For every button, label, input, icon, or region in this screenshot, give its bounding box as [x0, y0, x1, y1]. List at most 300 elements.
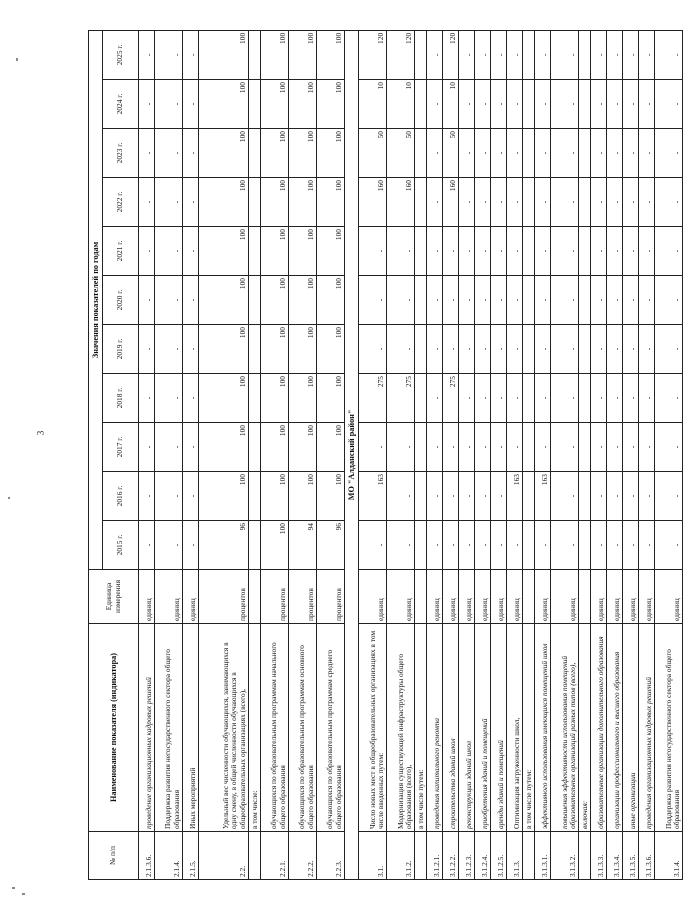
- row-unit: единиц: [639, 570, 655, 624]
- row-value: -: [459, 374, 475, 423]
- table-row: [551, 30, 579, 879]
- row-value: -: [387, 521, 415, 570]
- row-value: [415, 80, 427, 129]
- row-num: 3.1.2.1.: [427, 832, 443, 880]
- row-value: [249, 178, 261, 227]
- header-name: Наименование показателя (индикатора): [89, 624, 139, 832]
- row-value: 120: [443, 30, 459, 79]
- row-value: -: [359, 276, 387, 325]
- row-value: -: [459, 30, 475, 79]
- row-value: 100: [317, 472, 345, 521]
- row-value: -: [427, 423, 443, 472]
- row-value: -: [607, 521, 623, 570]
- row-value: -: [607, 30, 623, 79]
- row-value: -: [507, 374, 523, 423]
- table-row: [507, 30, 523, 879]
- row-value: [249, 227, 261, 276]
- row-value: 100: [289, 227, 317, 276]
- row-value: [523, 521, 535, 570]
- header-year: 2025 г.: [103, 30, 139, 79]
- row-value: -: [551, 276, 579, 325]
- rotated-table-page: [88, 30, 681, 880]
- row-value: -: [183, 521, 199, 570]
- row-unit: единиц: [551, 570, 579, 624]
- table-row: [443, 30, 459, 879]
- row-value: 100: [261, 178, 289, 227]
- table-row: [579, 30, 591, 879]
- row-unit: процентов: [317, 570, 345, 624]
- row-value: -: [623, 178, 639, 227]
- row-name: эффективного использования имеющихся помещений школ: [535, 624, 551, 832]
- row-value: -: [139, 178, 155, 227]
- row-value: 163: [507, 472, 523, 521]
- row-value: -: [427, 472, 443, 521]
- row-value: [579, 325, 591, 374]
- row-value: 275: [359, 374, 387, 423]
- row-num: [415, 832, 427, 880]
- row-value: [579, 374, 591, 423]
- row-value: -: [607, 472, 623, 521]
- indicators-table: [88, 30, 683, 880]
- row-value: -: [607, 374, 623, 423]
- row-value: -: [551, 521, 579, 570]
- row-value: -: [183, 472, 199, 521]
- row-value: [523, 472, 535, 521]
- row-value: -: [387, 276, 415, 325]
- row-value: [579, 472, 591, 521]
- row-value: [579, 423, 591, 472]
- row-value: -: [639, 276, 655, 325]
- row-name: в том числе:: [249, 624, 261, 832]
- row-value: -: [427, 178, 443, 227]
- row-value: 100: [289, 423, 317, 472]
- row-value: -: [427, 521, 443, 570]
- table-row: [523, 30, 535, 879]
- row-value: 100: [199, 325, 249, 374]
- row-value: [415, 423, 427, 472]
- row-value: -: [535, 178, 551, 227]
- row-value: -: [443, 472, 459, 521]
- table-row: [155, 30, 183, 879]
- row-value: [415, 129, 427, 178]
- row-name: проведения капитального ремонта: [427, 624, 443, 832]
- row-value: -: [139, 423, 155, 472]
- row-value: -: [475, 227, 491, 276]
- row-value: -: [551, 472, 579, 521]
- row-num: 2.2.2.: [289, 832, 317, 880]
- row-value: -: [535, 325, 551, 374]
- row-value: [579, 521, 591, 570]
- row-name: организации профессионального и высшего образования: [607, 624, 623, 832]
- row-value: 100: [261, 30, 289, 79]
- row-value: -: [655, 30, 683, 79]
- row-name: образовательные организации дополнительного образования: [591, 624, 607, 832]
- header-year: 2015 г.: [103, 521, 139, 570]
- header-year: 2024 г.: [103, 80, 139, 129]
- row-value: -: [655, 423, 683, 472]
- row-unit: единиц: [535, 570, 551, 624]
- row-value: 120: [387, 30, 415, 79]
- row-value: 100: [317, 423, 345, 472]
- row-value: -: [155, 325, 183, 374]
- row-value: 94: [289, 521, 317, 570]
- row-value: -: [551, 374, 579, 423]
- row-value: -: [535, 374, 551, 423]
- row-value: -: [139, 227, 155, 276]
- row-value: 50: [387, 129, 415, 178]
- row-value: [523, 325, 535, 374]
- row-value: 163: [535, 472, 551, 521]
- row-value: 100: [261, 374, 289, 423]
- row-value: -: [591, 178, 607, 227]
- row-num: 3.1.2.5.: [491, 832, 507, 880]
- row-name: повышения эффективности использования помещений образовательных организаций разных типов (всего),: [551, 624, 579, 832]
- row-name: реконструкции зданий школ: [459, 624, 475, 832]
- row-value: -: [655, 325, 683, 374]
- row-name: иные организации: [623, 624, 639, 832]
- row-value: -: [387, 423, 415, 472]
- row-value: -: [183, 178, 199, 227]
- row-value: -: [591, 129, 607, 178]
- row-unit: единиц: [491, 570, 507, 624]
- row-value: -: [607, 80, 623, 129]
- row-value: -: [623, 423, 639, 472]
- row-value: -: [139, 129, 155, 178]
- row-value: [523, 80, 535, 129]
- row-value: 96: [199, 521, 249, 570]
- row-name: Оптимизация загруженности школ,: [507, 624, 523, 832]
- row-value: -: [655, 472, 683, 521]
- table-row: [459, 30, 475, 879]
- header-unit: Единица измерения: [89, 570, 139, 624]
- row-value: -: [359, 325, 387, 374]
- row-value: -: [591, 325, 607, 374]
- row-num: 3.1.2.: [387, 832, 415, 880]
- header-year: 2019 г.: [103, 325, 139, 374]
- row-value: -: [443, 276, 459, 325]
- row-value: -: [459, 227, 475, 276]
- row-value: -: [491, 276, 507, 325]
- row-value: -: [491, 325, 507, 374]
- table-row: [475, 30, 491, 879]
- row-unit: процентов: [261, 570, 289, 624]
- row-value: -: [507, 276, 523, 325]
- row-value: -: [655, 227, 683, 276]
- row-value: -: [591, 521, 607, 570]
- row-num: 3.1.2.3.: [459, 832, 475, 880]
- scan-speck: [16, 58, 18, 61]
- row-value: [523, 30, 535, 79]
- row-value: -: [551, 227, 579, 276]
- row-value: -: [387, 325, 415, 374]
- row-value: [249, 374, 261, 423]
- row-name: Поддержка развития негосударственного сектора общего образования: [655, 624, 683, 832]
- row-value: 100: [317, 276, 345, 325]
- row-value: [415, 178, 427, 227]
- row-value: -: [427, 374, 443, 423]
- row-value: 100: [317, 129, 345, 178]
- row-value: -: [535, 227, 551, 276]
- row-unit: единиц: [475, 570, 491, 624]
- row-value: -: [551, 325, 579, 374]
- row-value: -: [491, 521, 507, 570]
- row-value: -: [591, 423, 607, 472]
- row-value: -: [507, 325, 523, 374]
- row-value: 100: [317, 325, 345, 374]
- row-value: 100: [199, 30, 249, 79]
- row-value: -: [155, 276, 183, 325]
- row-value: 100: [199, 472, 249, 521]
- row-num: 3.1.3.3.: [591, 832, 607, 880]
- row-value: [249, 129, 261, 178]
- row-value: -: [475, 521, 491, 570]
- row-value: -: [139, 374, 155, 423]
- row-value: -: [623, 30, 639, 79]
- row-num: 3.1.3.4.: [607, 832, 623, 880]
- row-value: -: [155, 129, 183, 178]
- row-value: [523, 227, 535, 276]
- row-value: -: [459, 129, 475, 178]
- row-unit: единиц: [507, 570, 523, 624]
- row-value: 100: [261, 227, 289, 276]
- row-value: [579, 276, 591, 325]
- row-value: -: [639, 374, 655, 423]
- row-value: 100: [317, 30, 345, 79]
- row-name: проведение организационных кадровых решений: [139, 624, 155, 832]
- table-row: [289, 30, 317, 879]
- table-row: [639, 30, 655, 879]
- row-value: [579, 178, 591, 227]
- row-value: [249, 325, 261, 374]
- row-name: обучающихся по образовательным программам среднего общего образования: [317, 624, 345, 832]
- row-value: [415, 521, 427, 570]
- row-unit: единиц: [443, 570, 459, 624]
- row-value: 100: [317, 374, 345, 423]
- row-value: [415, 227, 427, 276]
- row-value: -: [607, 423, 623, 472]
- row-name: Иных мероприятий: [183, 624, 199, 832]
- row-value: -: [359, 227, 387, 276]
- row-value: -: [639, 80, 655, 129]
- row-value: -: [551, 80, 579, 129]
- row-value: -: [551, 423, 579, 472]
- row-value: -: [443, 423, 459, 472]
- row-value: 100: [199, 227, 249, 276]
- row-value: -: [459, 521, 475, 570]
- row-value: [249, 276, 261, 325]
- row-unit: единиц: [607, 570, 623, 624]
- row-value: -: [507, 521, 523, 570]
- row-num: 3.1.4.: [655, 832, 683, 880]
- header-num: № п/п: [89, 832, 139, 880]
- table-row: [261, 30, 289, 879]
- row-unit: единиц: [139, 570, 155, 624]
- row-value: -: [535, 276, 551, 325]
- row-name: проведения организационных кадровых решений: [639, 624, 655, 832]
- row-value: [579, 80, 591, 129]
- row-value: -: [591, 276, 607, 325]
- row-value: -: [535, 423, 551, 472]
- row-value: 100: [289, 325, 317, 374]
- row-unit: единиц: [155, 570, 183, 624]
- table-row: [249, 30, 261, 879]
- table-row: [387, 30, 415, 879]
- section-title: МО "Алданский район": [345, 30, 359, 879]
- table-row: [415, 30, 427, 879]
- row-value: -: [427, 129, 443, 178]
- row-unit: [249, 570, 261, 624]
- row-value: -: [623, 521, 639, 570]
- row-name: в том числе путем:: [523, 624, 535, 832]
- row-value: -: [491, 80, 507, 129]
- row-value: -: [459, 276, 475, 325]
- row-value: -: [139, 276, 155, 325]
- row-value: 100: [199, 129, 249, 178]
- row-value: -: [359, 521, 387, 570]
- row-unit: [523, 570, 535, 624]
- row-value: -: [155, 423, 183, 472]
- scan-speck: [12, 887, 15, 889]
- row-value: -: [639, 472, 655, 521]
- row-num: [579, 832, 591, 880]
- row-value: -: [507, 30, 523, 79]
- row-value: -: [155, 472, 183, 521]
- row-value: -: [359, 423, 387, 472]
- row-value: [415, 276, 427, 325]
- row-value: -: [475, 374, 491, 423]
- row-value: -: [183, 227, 199, 276]
- row-num: [249, 832, 261, 880]
- row-unit: единиц: [387, 570, 415, 624]
- row-value: -: [551, 129, 579, 178]
- row-value: -: [459, 472, 475, 521]
- header-year: 2023 г.: [103, 129, 139, 178]
- row-value: -: [443, 227, 459, 276]
- row-value: -: [607, 276, 623, 325]
- row-num: 3.1.2.2.: [443, 832, 459, 880]
- row-num: 2.2.3.: [317, 832, 345, 880]
- row-unit: единиц: [359, 570, 387, 624]
- row-value: 10: [359, 80, 387, 129]
- table-row: [359, 30, 387, 879]
- row-value: -: [427, 80, 443, 129]
- row-unit: единиц: [427, 570, 443, 624]
- row-value: -: [507, 80, 523, 129]
- row-value: -: [139, 472, 155, 521]
- row-name: в том числе путем:: [415, 624, 427, 832]
- row-value: 100: [261, 129, 289, 178]
- row-value: -: [427, 276, 443, 325]
- row-value: -: [535, 80, 551, 129]
- header-year: 2020 г.: [103, 276, 139, 325]
- row-value: -: [155, 521, 183, 570]
- row-name: Поддержка развития негосударственного сектора общего образования: [155, 624, 183, 832]
- row-value: -: [475, 276, 491, 325]
- row-value: 100: [289, 472, 317, 521]
- row-num: 3.1.3.1.: [535, 832, 551, 880]
- scan-speck: [8, 497, 10, 499]
- row-value: -: [475, 325, 491, 374]
- table-row: [317, 30, 345, 879]
- row-num: 2.1.4.: [155, 832, 183, 880]
- row-value: -: [507, 129, 523, 178]
- page-number: 3: [35, 430, 46, 436]
- row-value: -: [639, 129, 655, 178]
- row-value: 100: [261, 325, 289, 374]
- row-num: 3.1.: [359, 832, 387, 880]
- row-value: -: [155, 227, 183, 276]
- row-value: -: [139, 80, 155, 129]
- row-value: 163: [359, 472, 387, 521]
- row-num: 3.1.3.6.: [639, 832, 655, 880]
- row-value: 100: [261, 80, 289, 129]
- row-value: -: [427, 30, 443, 79]
- row-value: -: [607, 129, 623, 178]
- row-value: -: [459, 178, 475, 227]
- row-value: 100: [289, 374, 317, 423]
- row-value: 100: [289, 276, 317, 325]
- row-name: Число новых мест в общеобразовательных организациях в том числе введенных путем:: [359, 624, 387, 832]
- row-value: -: [655, 129, 683, 178]
- row-name: Модернизация существующей инфраструктуры общего образования (всего),: [387, 624, 415, 832]
- row-value: -: [551, 30, 579, 79]
- row-unit: единиц: [459, 570, 475, 624]
- row-value: -: [623, 276, 639, 325]
- row-value: -: [459, 80, 475, 129]
- row-name: Удельный вес численности обучающихся, занимающихся в одну смену, в общей численности обучающихся в общеобразовательных организациях (всего),: [199, 624, 249, 832]
- row-unit: [579, 570, 591, 624]
- scan-speck: [22, 893, 25, 895]
- row-name: включая:: [579, 624, 591, 832]
- row-value: -: [623, 227, 639, 276]
- table-row: [655, 30, 683, 879]
- row-value: 160: [387, 178, 415, 227]
- row-name: аренды зданий и помещений: [491, 624, 507, 832]
- row-value: -: [491, 30, 507, 79]
- row-value: -: [155, 30, 183, 79]
- row-value: -: [623, 325, 639, 374]
- row-value: -: [655, 276, 683, 325]
- row-value: -: [591, 374, 607, 423]
- row-value: -: [507, 423, 523, 472]
- row-value: -: [475, 80, 491, 129]
- row-value: -: [535, 521, 551, 570]
- row-value: 100: [317, 227, 345, 276]
- row-value: -: [475, 178, 491, 227]
- row-value: [249, 521, 261, 570]
- row-value: [523, 276, 535, 325]
- row-value: -: [459, 325, 475, 374]
- row-value: 100: [199, 374, 249, 423]
- header-year: 2016 г.: [103, 472, 139, 521]
- row-value: [579, 30, 591, 79]
- row-value: [523, 178, 535, 227]
- row-value: 100: [289, 80, 317, 129]
- row-value: -: [591, 30, 607, 79]
- row-value: -: [155, 178, 183, 227]
- row-value: -: [475, 423, 491, 472]
- table-row: [591, 30, 607, 879]
- row-value: [579, 227, 591, 276]
- row-value: -: [535, 30, 551, 79]
- row-num: 3.1.3.2.: [551, 832, 579, 880]
- row-value: -: [183, 325, 199, 374]
- row-value: -: [475, 472, 491, 521]
- row-value: -: [639, 227, 655, 276]
- row-value: -: [507, 227, 523, 276]
- row-name: обучающихся по образовательным программам основного общего образования: [289, 624, 317, 832]
- row-value: 100: [199, 276, 249, 325]
